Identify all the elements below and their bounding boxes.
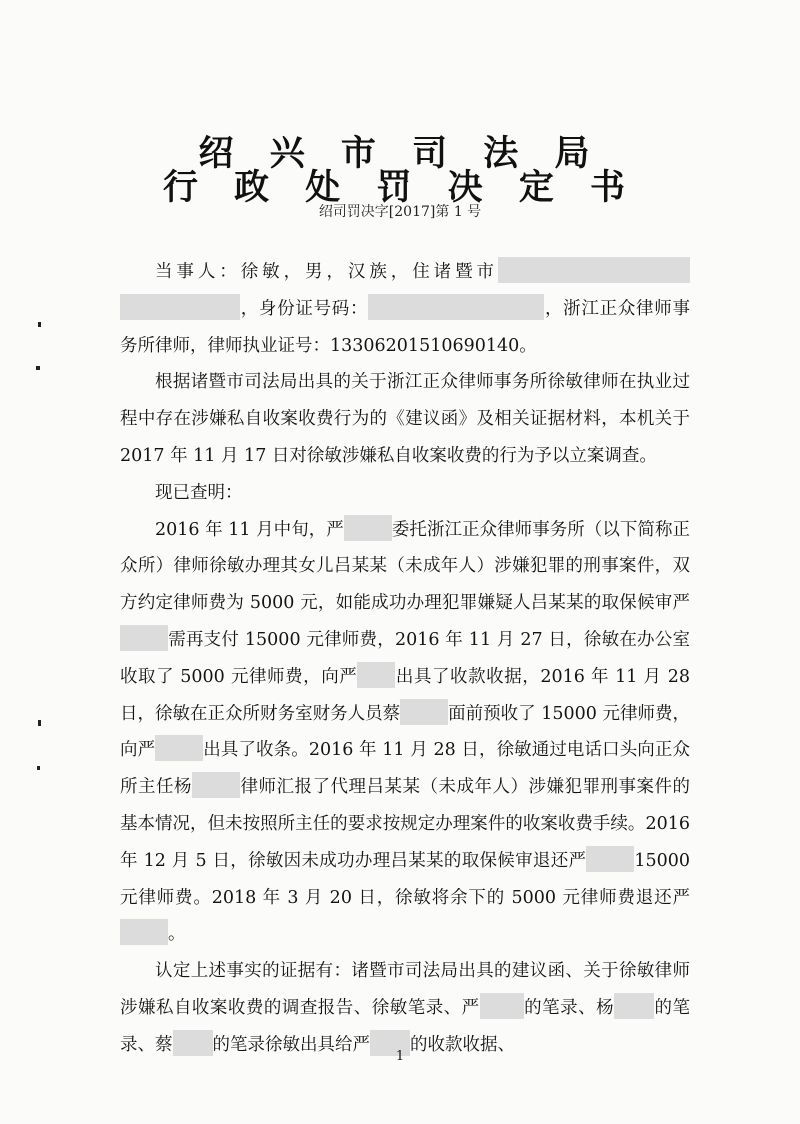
doc-title: 行 政 处 罚 决 定 书 (162, 168, 638, 208)
evidence-text-1: 认定上述事实的证据有：诸暨市司法局出具的建议函、关于徐敏律师涉嫌私自收案收费的调查报告、徐敏笔录、严 (120, 961, 690, 1018)
facts-text-4: 出具了收款收据，2016 年 11 月 28 日，徐敏在正众所财务室财务人员蔡 (120, 666, 690, 724)
party-line-1: 当事人：徐敏，男，汉族，住诸暨市 (155, 262, 498, 282)
redaction-name (155, 735, 203, 761)
facts-text-6: 出具了收条。2016 年 11 月 28 日，徐敏通过电话口头向正众所主任杨 (120, 740, 690, 798)
org-title: 绍 兴 市 司 法 局 (198, 134, 602, 174)
redaction-id-number (368, 294, 544, 320)
evidence-text-5: 的收款收据、 (410, 1034, 515, 1055)
party-line-3: ，浙江正众律 (544, 298, 655, 319)
evidence-text-4: 的笔录徐敏出具给严 (212, 1034, 370, 1055)
evidence-text-3: 的笔录、蔡 (120, 997, 691, 1055)
scan-speck (38, 720, 41, 726)
found-heading: 现已查明： (155, 482, 243, 503)
redaction-name (344, 515, 392, 541)
redaction-name (192, 772, 216, 798)
redaction-address-cont (120, 294, 240, 320)
redaction-name (120, 919, 168, 945)
redaction-name (400, 699, 448, 725)
basis-paragraph: 根据诸暨市司法局出具的关于浙江正众律师事务所徐敏律师在执业过程中存在涉嫌私自收案收费行为的《建议函》及相关证据材料，本机关于 2017 年 11 月 17 日对徐敏涉嫌私自收案收费的行为予以立案调查。 (120, 372, 690, 466)
redaction-address (498, 257, 690, 283)
facts-text-3: 需再支付 15000 元律师费，2016 年 11 月 27 日，徐敏在办公室收取了 5000 元律师费，向严 (120, 629, 690, 687)
redaction-name (614, 993, 654, 1019)
evidence-text-2: 的笔录、杨 (523, 997, 615, 1018)
scan-speck (37, 766, 40, 770)
redaction-name (120, 625, 168, 651)
scan-speck (38, 322, 41, 327)
facts-text-8: 15000 元律师费。2018 年 3 月 20 日，徐敏将余下的 5000 元律师费退还严 (120, 850, 690, 908)
page-number: 1 (395, 1049, 405, 1064)
facts-paragraph (120, 512, 690, 954)
redaction-name (586, 846, 634, 872)
document-body (120, 254, 690, 1064)
facts-text-2: 委托浙江正众律师事务所（以下简称正众所）律师徐敏办理其女儿吕某某（未成年人）涉嫌犯罪的刑事案件，双方约定律师费为 5000 元，如能成功办理犯罪嫌疑人吕某某的取保候审严 (120, 519, 690, 614)
facts-text-1: 2016 年 11 月中旬，严 (155, 519, 344, 540)
doc-number: 绍司罚决字[2017]第 1 号 (318, 204, 482, 220)
facts-text-9: 。 (168, 924, 186, 945)
scan-speck (36, 366, 40, 370)
party-line-2: ，身份证号码： (240, 298, 369, 319)
party-paragraph (120, 254, 690, 364)
party-line-4: 师事务所律师，律师执业证号：13306201510690140。 (120, 298, 690, 356)
redaction-name (357, 662, 395, 688)
facts-text-5: 面前预收了 15000 元律师费，向严 (120, 703, 691, 761)
evidence-paragraph (120, 953, 690, 1063)
facts-text-7: 律师汇报了代理吕某某（未成年人）涉嫌犯罪刑事案件的基本情况，但未按照所主任的要求按规定办理案件的收案收费手续。2016 年 12 月 5 日，徐敏因未成功办理吕某某的取保候审退还严 (120, 777, 690, 871)
redaction-name (480, 993, 524, 1019)
redaction-name-cont (216, 772, 240, 798)
